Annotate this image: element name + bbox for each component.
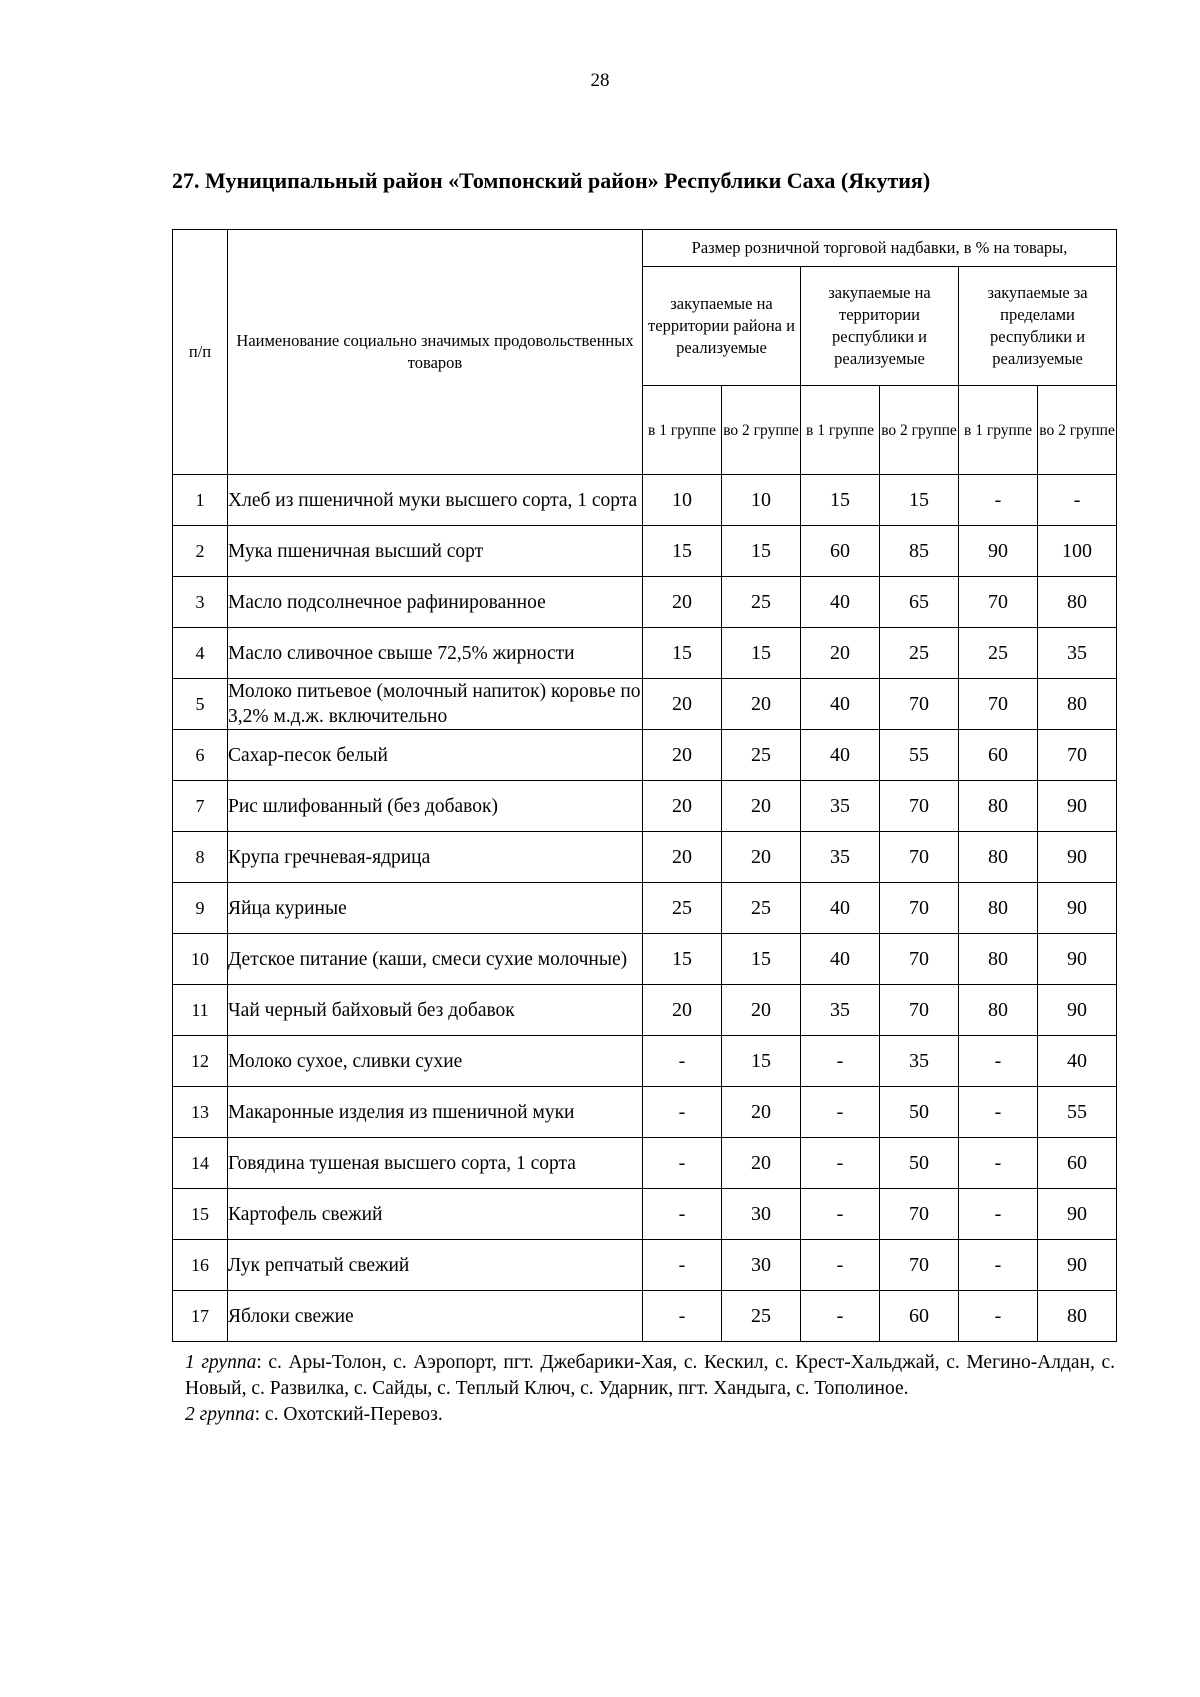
header-row-top	[173, 230, 1117, 267]
markup-value: 60	[959, 730, 1038, 781]
table-row	[173, 832, 1117, 883]
markup-value: 20	[643, 832, 722, 883]
markup-value: 40	[801, 883, 880, 934]
markup-value: 90	[1038, 832, 1117, 883]
table-row	[173, 628, 1117, 679]
markup-value: 15	[880, 475, 959, 526]
markup-value: 70	[880, 985, 959, 1036]
markup-value: -	[801, 1240, 880, 1291]
markup-value: 65	[880, 577, 959, 628]
markup-value: 50	[880, 1138, 959, 1189]
markup-value: -	[1038, 475, 1117, 526]
table-row	[173, 985, 1117, 1036]
markup-value: 90	[1038, 1240, 1117, 1291]
markup-value: 30	[722, 1240, 801, 1291]
markup-value: 15	[722, 628, 801, 679]
index-column-header: п/п	[173, 230, 228, 475]
markup-value: -	[801, 1087, 880, 1138]
markup-value: 90	[1038, 985, 1117, 1036]
footnote-group-2	[185, 1402, 1115, 1428]
product-name: Молоко сухое, сливки сухие	[228, 1036, 643, 1087]
markup-value: 20	[722, 679, 801, 730]
markup-value: 20	[643, 730, 722, 781]
markup-value: 25	[722, 1291, 801, 1342]
table-row	[173, 679, 1117, 730]
subcol-header: во 2 группе	[722, 386, 801, 475]
markup-header: Размер розничной торговой надбавки, в % на товары,	[643, 230, 1117, 267]
product-name: Яблоки свежие	[228, 1291, 643, 1342]
row-index: 17	[173, 1291, 228, 1342]
markup-value: 30	[722, 1189, 801, 1240]
table-row	[173, 1087, 1117, 1138]
product-name: Лук репчатый свежий	[228, 1240, 643, 1291]
markup-value: 10	[722, 475, 801, 526]
table-row	[173, 1189, 1117, 1240]
markup-value: 40	[801, 730, 880, 781]
markup-value: -	[801, 1138, 880, 1189]
markup-value: 15	[643, 628, 722, 679]
markup-value: 10	[643, 475, 722, 526]
table-row	[173, 781, 1117, 832]
markup-value: 85	[880, 526, 959, 577]
product-name: Картофель свежий	[228, 1189, 643, 1240]
markup-value: 15	[801, 475, 880, 526]
markup-value: 20	[643, 781, 722, 832]
markup-value: 35	[880, 1036, 959, 1087]
section-heading: 27. Муниципальный район «Томпонский район» Республики Саха (Якутия)	[172, 168, 931, 193]
product-name: Молоко питьевое (молочный напиток) коровье по 3,2% м.д.ж. включительно	[228, 679, 643, 730]
markup-value: 40	[801, 934, 880, 985]
product-name: Сахар-песок белый	[228, 730, 643, 781]
row-index: 9	[173, 883, 228, 934]
row-index: 7	[173, 781, 228, 832]
row-index: 11	[173, 985, 228, 1036]
subcol-header: в 1 группе	[959, 386, 1038, 475]
markup-value: -	[643, 1291, 722, 1342]
footnote-group-2-label: 2 группа	[185, 1404, 255, 1425]
table-body	[173, 230, 1117, 1342]
markup-value: 80	[959, 883, 1038, 934]
group-header-district: закупаемые на территории района и реализуемые	[643, 267, 801, 386]
markup-value: 35	[801, 985, 880, 1036]
markup-value: 50	[880, 1087, 959, 1138]
table-row	[173, 526, 1117, 577]
row-index: 15	[173, 1189, 228, 1240]
markup-value: 25	[959, 628, 1038, 679]
markup-value: 35	[1038, 628, 1117, 679]
markup-value: -	[801, 1291, 880, 1342]
markup-value: 55	[1038, 1087, 1117, 1138]
markup-value: -	[801, 1036, 880, 1087]
product-name: Макаронные изделия из пшеничной муки	[228, 1087, 643, 1138]
subcol-header: в 1 группе	[643, 386, 722, 475]
table-row	[173, 577, 1117, 628]
markup-value: 35	[801, 781, 880, 832]
markup-value: 15	[643, 934, 722, 985]
row-index: 10	[173, 934, 228, 985]
table-row	[173, 730, 1117, 781]
markup-value: -	[959, 475, 1038, 526]
markup-value: 25	[722, 577, 801, 628]
footnotes	[185, 1350, 1115, 1428]
markup-value: 20	[722, 985, 801, 1036]
footnote-group-1	[185, 1350, 1115, 1402]
markup-value: 40	[801, 577, 880, 628]
markup-value: -	[959, 1291, 1038, 1342]
product-name: Говядина тушеная высшего сорта, 1 сорта	[228, 1138, 643, 1189]
row-index: 5	[173, 679, 228, 730]
markup-value: 70	[880, 1240, 959, 1291]
markup-value: 90	[1038, 883, 1117, 934]
subcol-header: в 1 группе	[801, 386, 880, 475]
product-name: Масло сливочное свыше 72,5% жирности	[228, 628, 643, 679]
table-row	[173, 1291, 1117, 1342]
markup-value: 70	[959, 577, 1038, 628]
markup-value: -	[959, 1138, 1038, 1189]
markup-value: 20	[643, 577, 722, 628]
markup-value: 80	[1038, 1291, 1117, 1342]
row-index: 12	[173, 1036, 228, 1087]
markup-value: 90	[959, 526, 1038, 577]
row-index: 3	[173, 577, 228, 628]
markup-value: -	[643, 1036, 722, 1087]
markup-value: 20	[722, 832, 801, 883]
markup-value: 80	[959, 781, 1038, 832]
markup-value: 15	[643, 526, 722, 577]
markup-value: 15	[722, 934, 801, 985]
markup-value: 80	[959, 832, 1038, 883]
markup-table	[172, 229, 1117, 1342]
product-name: Рис шлифованный (без добавок)	[228, 781, 643, 832]
markup-value: 55	[880, 730, 959, 781]
table-row	[173, 475, 1117, 526]
markup-value: 70	[880, 883, 959, 934]
row-index: 13	[173, 1087, 228, 1138]
table-row	[173, 883, 1117, 934]
product-name: Масло подсолнечное рафинированное	[228, 577, 643, 628]
table-row	[173, 1240, 1117, 1291]
markup-value: 70	[880, 832, 959, 883]
product-name-column-header: Наименование социально значимых продовольственных товаров	[228, 230, 643, 475]
markup-value: 40	[801, 679, 880, 730]
markup-value: 60	[1038, 1138, 1117, 1189]
markup-value: 15	[722, 526, 801, 577]
subcol-header: во 2 группе	[880, 386, 959, 475]
markup-value: 20	[801, 628, 880, 679]
markup-value: -	[643, 1240, 722, 1291]
row-index: 2	[173, 526, 228, 577]
footnote-group-1-label: 1 группа	[185, 1352, 257, 1373]
product-name: Яйца куриные	[228, 883, 643, 934]
markup-value: 90	[1038, 1189, 1117, 1240]
table-row	[173, 934, 1117, 985]
row-index: 16	[173, 1240, 228, 1291]
row-index: 14	[173, 1138, 228, 1189]
markup-value: 35	[801, 832, 880, 883]
product-name: Детское питание (каши, смеси сухие молочные)	[228, 934, 643, 985]
markup-value: 25	[643, 883, 722, 934]
markup-value: 80	[959, 985, 1038, 1036]
table-row	[173, 1138, 1117, 1189]
markup-value: 20	[722, 1138, 801, 1189]
markup-value: 60	[880, 1291, 959, 1342]
page-number: 28	[590, 70, 610, 91]
markup-value: -	[959, 1036, 1038, 1087]
row-index: 4	[173, 628, 228, 679]
markup-value: 80	[959, 934, 1038, 985]
markup-value: 20	[643, 985, 722, 1036]
markup-value: 90	[1038, 781, 1117, 832]
markup-value: -	[643, 1189, 722, 1240]
row-index: 8	[173, 832, 228, 883]
markup-value: 70	[880, 781, 959, 832]
markup-value: 20	[722, 1087, 801, 1138]
product-name: Хлеб из пшеничной муки высшего сорта, 1 сорта	[228, 475, 643, 526]
footnote-group-2-text: : с. Охотский-Перевоз.	[254, 1404, 443, 1425]
markup-value: 70	[959, 679, 1038, 730]
markup-value: -	[959, 1240, 1038, 1291]
row-index: 6	[173, 730, 228, 781]
group-header-outside-republic: закупаемые за пределами республики и реализуемые	[959, 267, 1117, 386]
footnote-group-1-text: : с. Ары-Толон, с. Аэропорт, пгт. Джебарики-Хая, с. Кескил, с. Крест-Хальджай, с. Мегино-Алдан, с. Новый, с. Развилка, с. Сайды, с. Теплый Ключ, с. Ударник, пгт. Хандыга, с. Тополиное.	[185, 1352, 1115, 1399]
product-name: Мука пшеничная высший сорт	[228, 526, 643, 577]
table-row	[173, 1036, 1117, 1087]
markup-value: 20	[722, 781, 801, 832]
product-name: Крупа гречневая-ядрица	[228, 832, 643, 883]
markup-value: 25	[722, 883, 801, 934]
markup-value: 70	[880, 1189, 959, 1240]
markup-value: -	[959, 1189, 1038, 1240]
markup-value: 15	[722, 1036, 801, 1087]
markup-value: -	[959, 1087, 1038, 1138]
markup-value: 25	[722, 730, 801, 781]
row-index: 1	[173, 475, 228, 526]
group-header-republic: закупаемые на территории республики и реализуемые	[801, 267, 959, 386]
markup-value: 80	[1038, 577, 1117, 628]
markup-value: 100	[1038, 526, 1117, 577]
markup-value: 80	[1038, 679, 1117, 730]
markup-value: 70	[880, 934, 959, 985]
markup-value: 25	[880, 628, 959, 679]
markup-value: 70	[1038, 730, 1117, 781]
markup-value: -	[643, 1138, 722, 1189]
markup-value: 20	[643, 679, 722, 730]
subcol-header: во 2 группе	[1038, 386, 1117, 475]
markup-value: -	[801, 1189, 880, 1240]
markup-value: 40	[1038, 1036, 1117, 1087]
markup-value: 70	[880, 679, 959, 730]
markup-value: -	[643, 1087, 722, 1138]
markup-value: 60	[801, 526, 880, 577]
markup-value: 90	[1038, 934, 1117, 985]
product-name: Чай черный байховый без добавок	[228, 985, 643, 1036]
